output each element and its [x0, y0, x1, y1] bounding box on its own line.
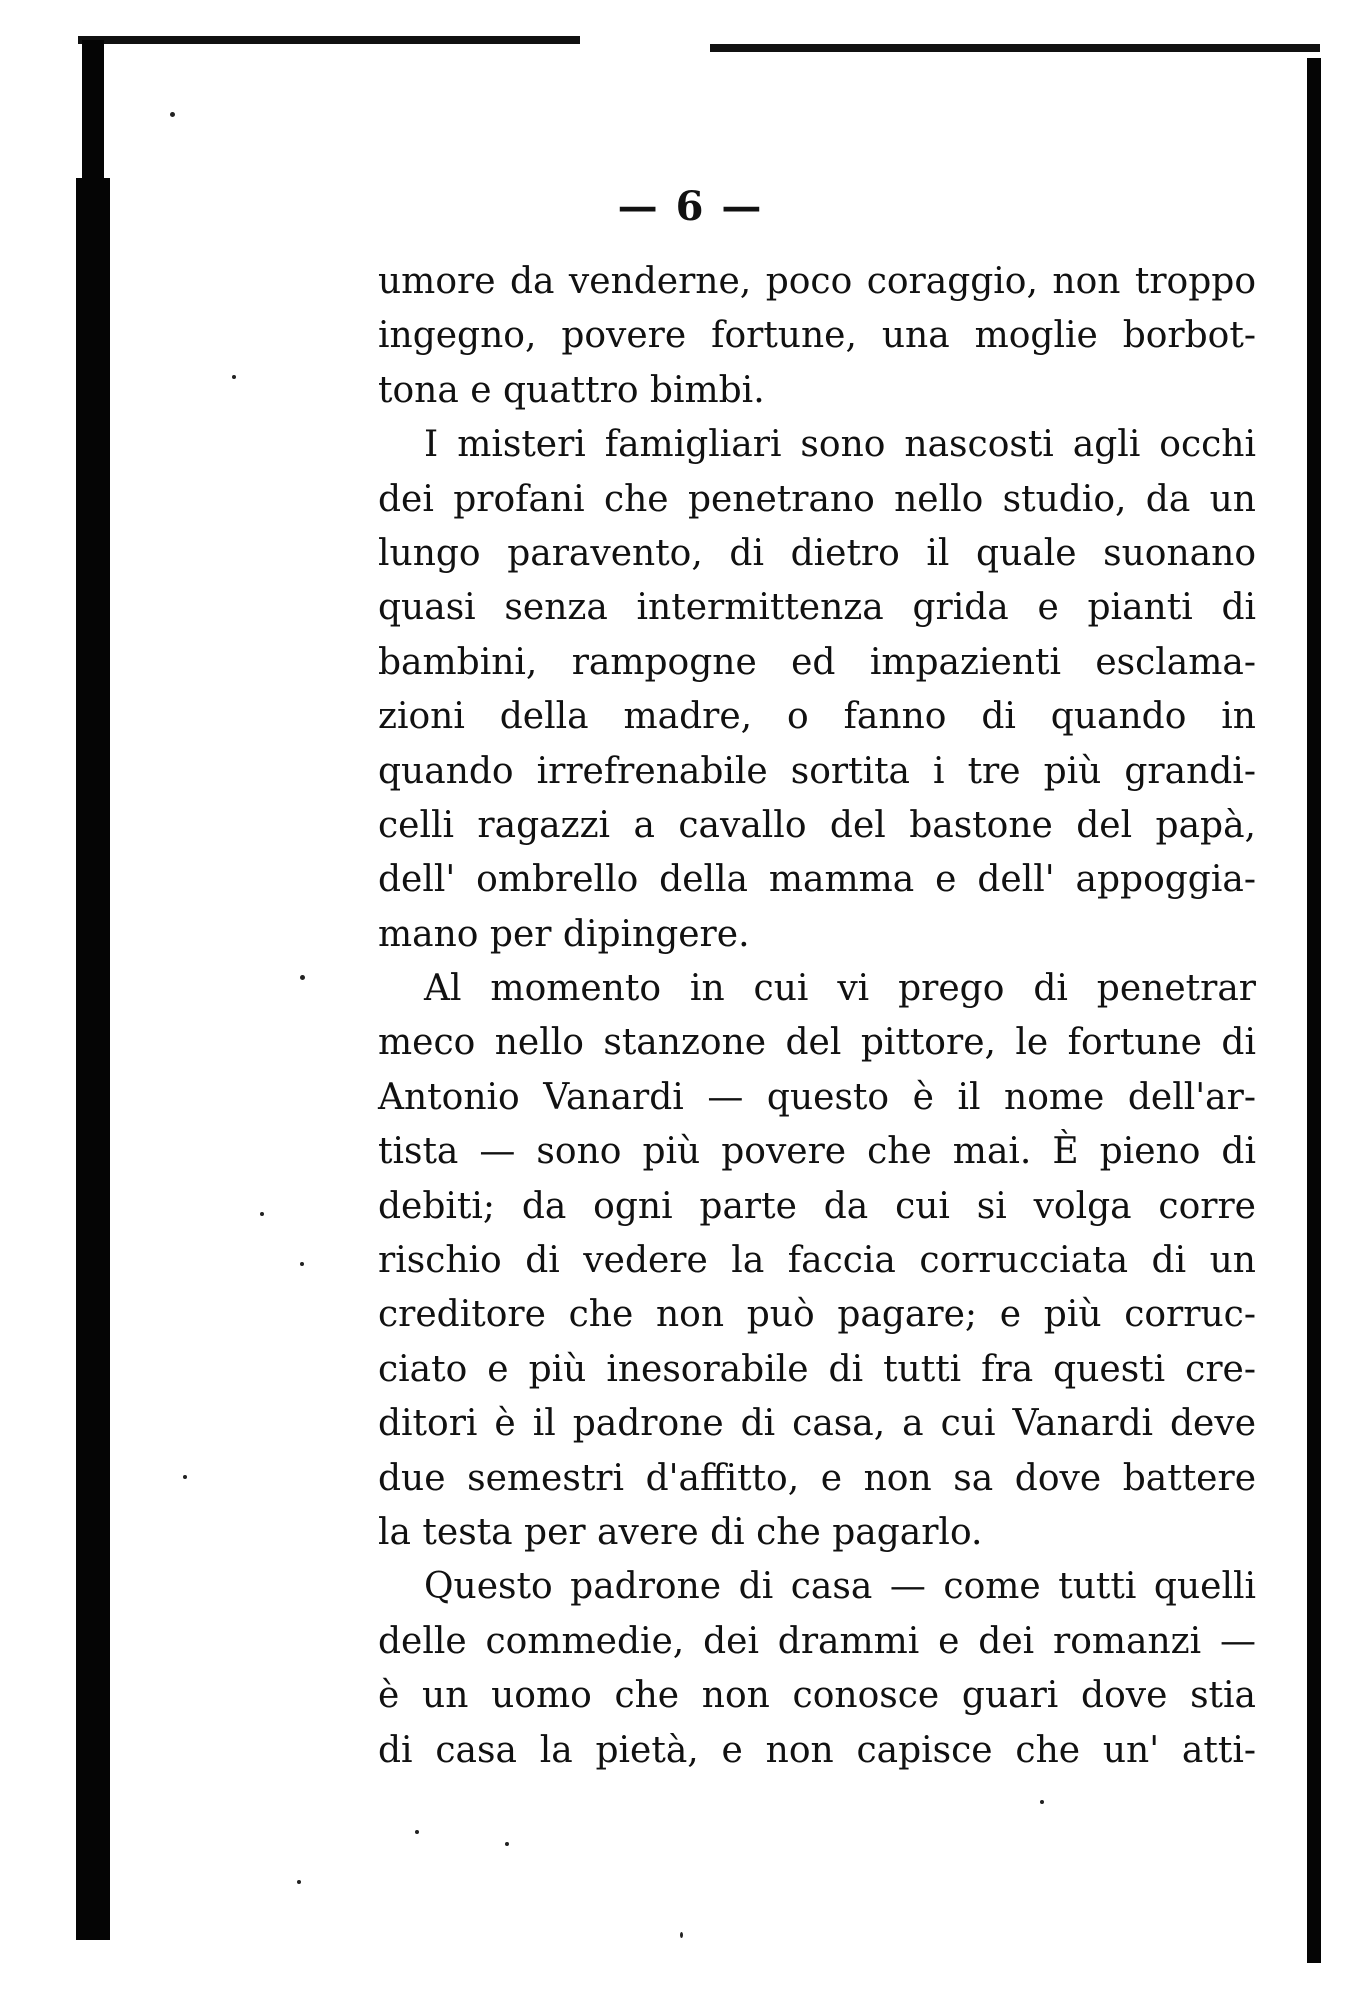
scan-speck: [505, 1842, 509, 1846]
paragraph: [378, 962, 1256, 1560]
scan-speck: [300, 1262, 304, 1266]
text-line: quasi senza intermittenza grida e pianti di: [378, 587, 1256, 629]
scan-speck: [183, 1475, 187, 1479]
scan-speck: [415, 1830, 419, 1834]
text-line: è un uomo che non conosce guari dove stia: [378, 1675, 1256, 1717]
text-line: Antonio Vanardi — questo è il nome dell'ar-: [378, 1076, 1256, 1118]
text-line: meco nello stanzone del pittore, le fortune di: [378, 1022, 1256, 1064]
text-line: debiti; da ogni parte da cui si volga corre: [378, 1185, 1256, 1227]
text-line: Al momento in cui vi prego di penetrar: [424, 968, 1256, 1010]
text-line: mano per dipingere.: [378, 913, 750, 955]
text-line: rischio di vedere la faccia corrucciata di un: [378, 1240, 1256, 1282]
text-line: dei profani che penetrano nello studio, da un: [378, 478, 1256, 520]
text-line: umore da venderne, poco coraggio, non troppo: [378, 261, 1256, 302]
text-line: la testa per avere di che pagarlo.: [378, 1511, 983, 1553]
text-line: di casa la pietà, e non capisce che un' atti-: [378, 1729, 1256, 1771]
paragraph: [378, 255, 1256, 418]
scan-border-left: [76, 178, 110, 1940]
scan-speck: [297, 1880, 301, 1884]
text-line: dell' ombrello della mamma e dell' appoggia-: [378, 859, 1256, 901]
scan-speck: [232, 375, 236, 379]
text-line: delle commedie, dei drammi e dei romanzi —: [378, 1620, 1256, 1662]
text-line: bambini, rampogne ed impazienti esclama-: [378, 641, 1256, 683]
scan-border-left-upper: [82, 40, 104, 190]
scan-border-right: [1307, 58, 1321, 1963]
text-line: lungo paravento, di dietro il quale suonano: [378, 532, 1256, 574]
text-line: ingegno, povere fortune, una moglie borbot-: [378, 315, 1256, 357]
scan-speck: [260, 1212, 264, 1216]
text-line: I misteri famigliari sono nascosti agli occhi: [424, 424, 1256, 466]
text-line: due semestri d'affitto, e non sa dove battere: [378, 1457, 1256, 1499]
scan-border-top-left: [78, 36, 580, 44]
text-line: zioni della madre, o fanno di quando in: [378, 696, 1256, 738]
page-number: — 6 —: [617, 183, 764, 230]
text-line: creditore che non può pagare; e più corruc-: [378, 1294, 1256, 1336]
scan-speck: [1040, 1800, 1044, 1804]
text-line: tista — sono più povere che mai. È pieno di: [378, 1131, 1256, 1173]
text-line: tona e quattro bimbi.: [378, 369, 765, 411]
scan-speck: [300, 975, 305, 980]
paragraph: [378, 1560, 1256, 1778]
scan-speck: [680, 1932, 683, 1938]
text-line: celli ragazzi a cavallo del bastone del papà,: [378, 804, 1256, 846]
text-line: quando irrefrenabile sortita i tre più grandi-: [378, 750, 1256, 792]
text-line: Questo padrone di casa — come tutti quelli: [424, 1566, 1256, 1608]
scan-border-top-right: [710, 44, 1320, 52]
paragraph: [378, 418, 1256, 962]
scan-speck: [170, 112, 175, 117]
text-line: ditori è il padrone di casa, a cui Vanardi deve: [378, 1403, 1256, 1445]
text-line: ciato e più inesorabile di tutti fra questi cre-: [378, 1348, 1256, 1390]
body-text: [378, 255, 1256, 1778]
